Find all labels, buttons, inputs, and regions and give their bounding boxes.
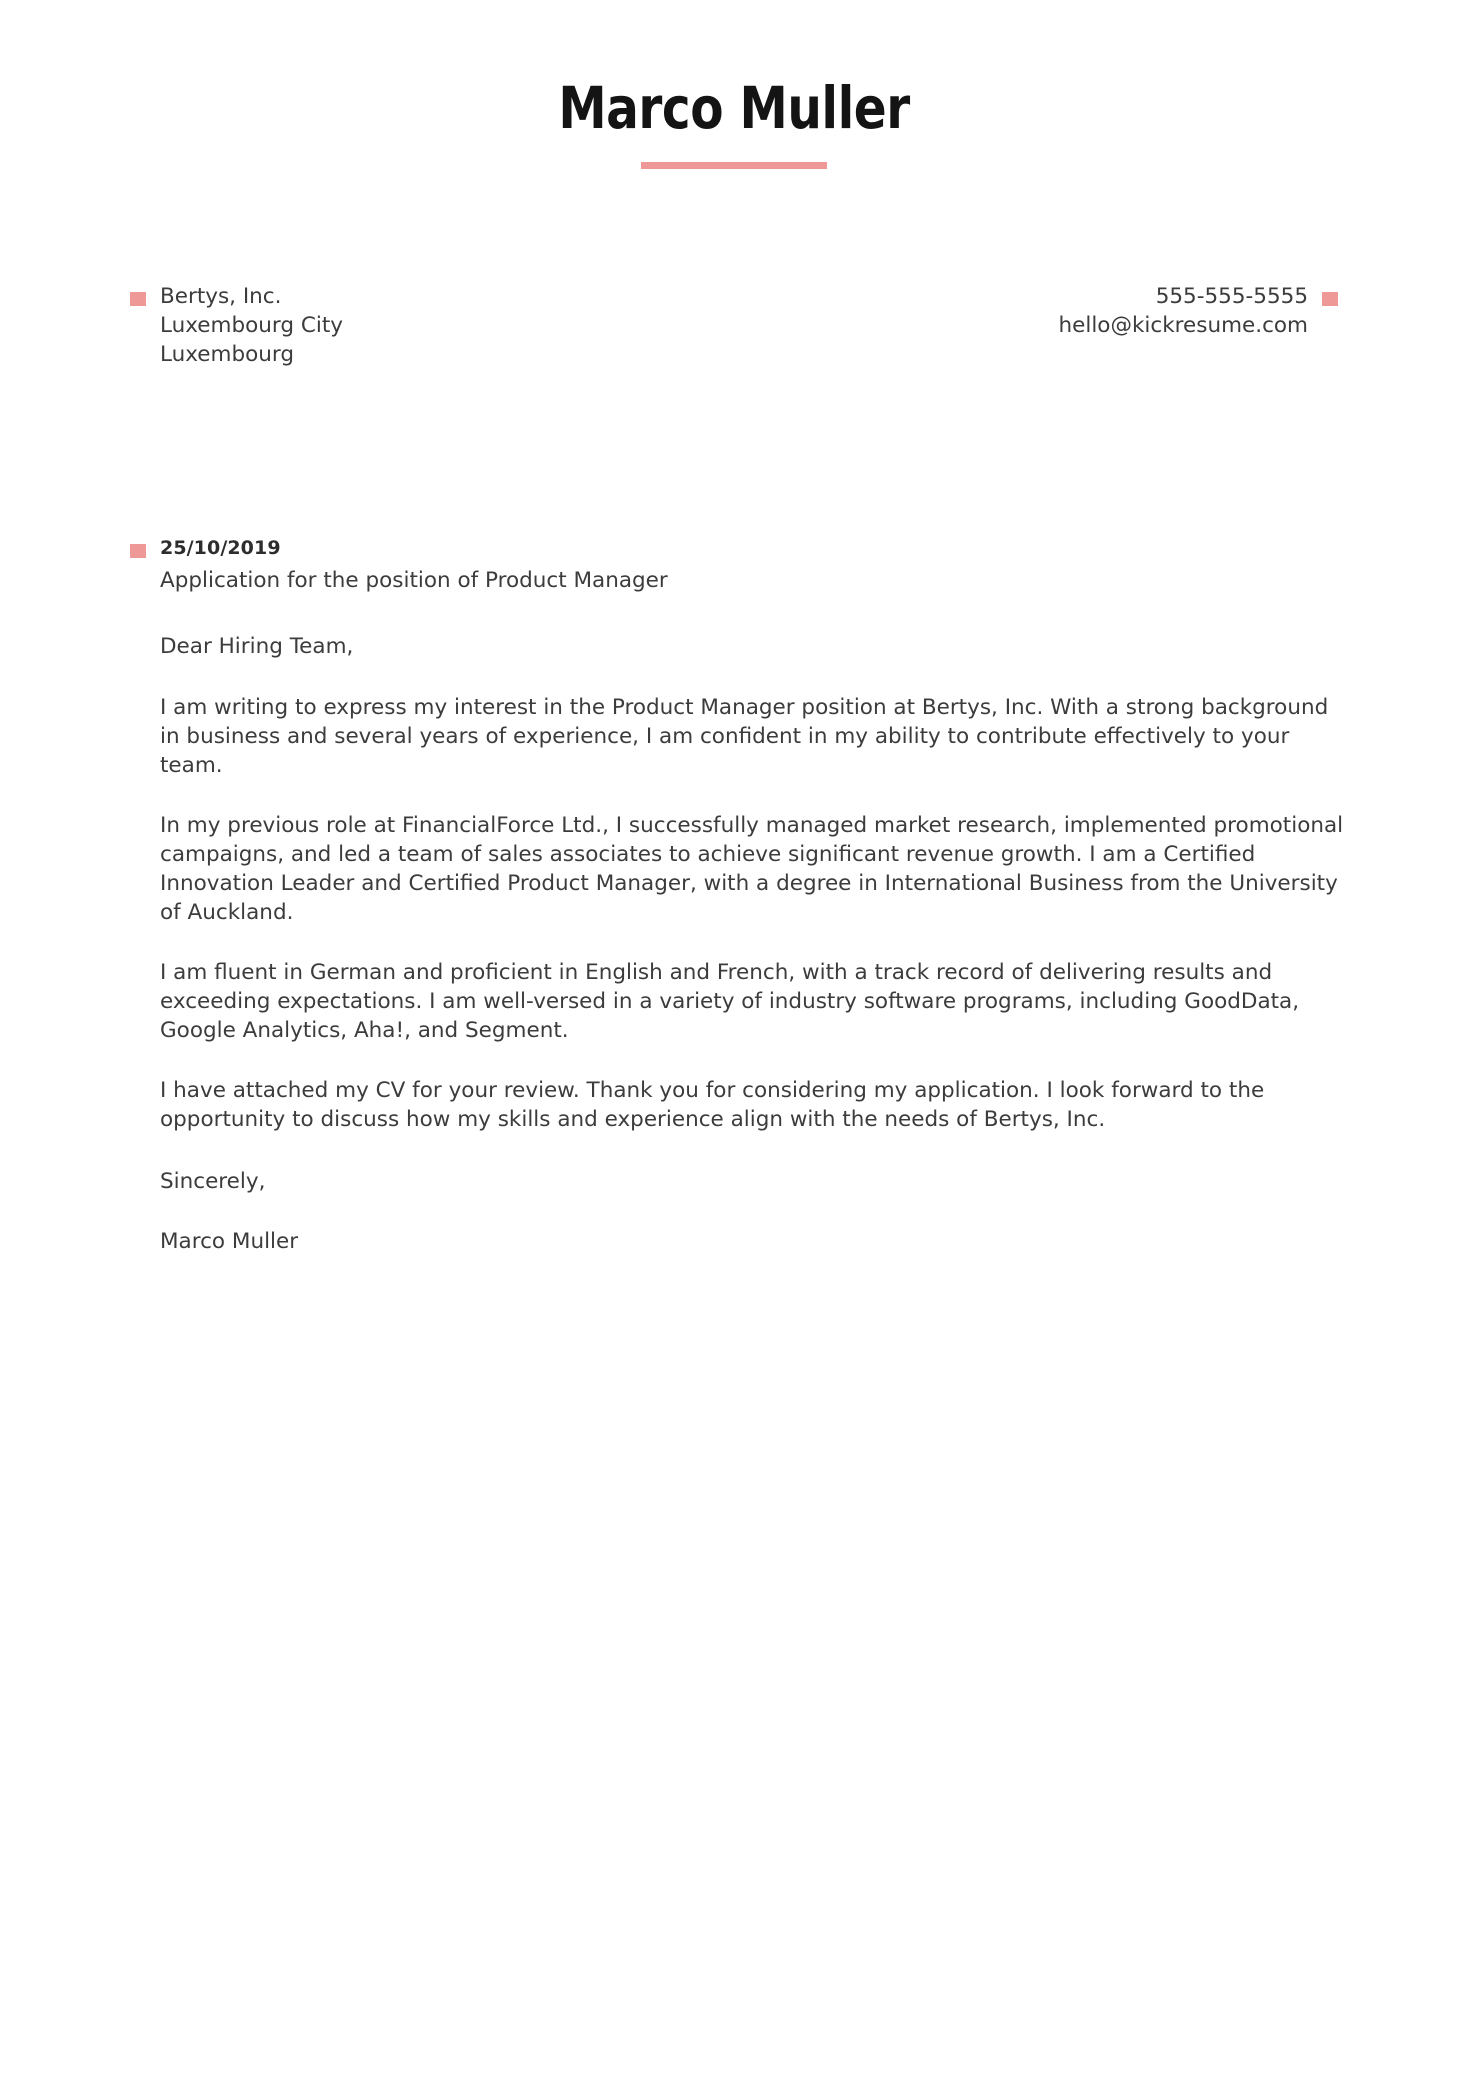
sender-contact-block	[1059, 282, 1339, 340]
page-title: Marco Muller	[558, 74, 910, 142]
address-contact-row	[0, 282, 1468, 369]
letter-salutation: Dear Hiring Team,	[160, 633, 354, 659]
letter-signature: Marco Muller	[160, 1228, 299, 1254]
letter-content	[160, 632, 1350, 1257]
recipient-line-country: Luxembourg	[160, 341, 294, 367]
letter-paragraph: I am writing to express my interest in the Product Manager position at Bertys, Inc. With a strong background in business and several years of experience, I am confident in my ability to contribute effectively to your team.	[160, 694, 1329, 778]
contact-email: hello@kickresume.com	[1058, 312, 1308, 338]
date-row	[130, 536, 1350, 560]
accent-rule	[641, 162, 827, 169]
letter-paragraph: I have attached my CV for your review. Thank you for considering my application. I look forward to the opportunity to discuss how my skills and experience align with the needs of Bertys, Inc.	[160, 1077, 1265, 1132]
letter-date: 25/10/2019	[160, 536, 281, 559]
recipient-address-lines	[160, 282, 343, 369]
accent-square-marker-icon	[1322, 292, 1338, 306]
recipient-address-block	[130, 282, 343, 369]
letter-header	[0, 0, 1468, 169]
accent-square-marker-icon	[130, 544, 146, 558]
accent-square-marker-icon	[130, 292, 146, 306]
letter-body	[0, 536, 1468, 1257]
recipient-line-company: Bertys, Inc.	[160, 283, 282, 309]
letter-paragraph: I am fluent in German and proficient in English and French, with a track record of delivering results and exceeding expectations. I am well-versed in a variety of industry software programs, including GoodData, Google Analytics, Aha!, and Segment.	[160, 959, 1300, 1043]
letter-paragraph: In my previous role at FinancialForce Ltd., I successfully managed market research, implemented promotional campaigns, and led a team of sales associates to achieve significant revenue growth. I am a Certified Innovation Leader and Certified Product Manager, with a degree in International Business from the University of Auckland.	[160, 812, 1344, 925]
sender-contact-lines	[1059, 282, 1309, 340]
letter-closing: Sincerely,	[160, 1168, 266, 1194]
contact-phone: 555-555-5555	[1155, 283, 1308, 309]
letter-subject: Application for the position of Product Manager	[160, 567, 668, 593]
recipient-line-city: Luxembourg City	[160, 312, 343, 338]
